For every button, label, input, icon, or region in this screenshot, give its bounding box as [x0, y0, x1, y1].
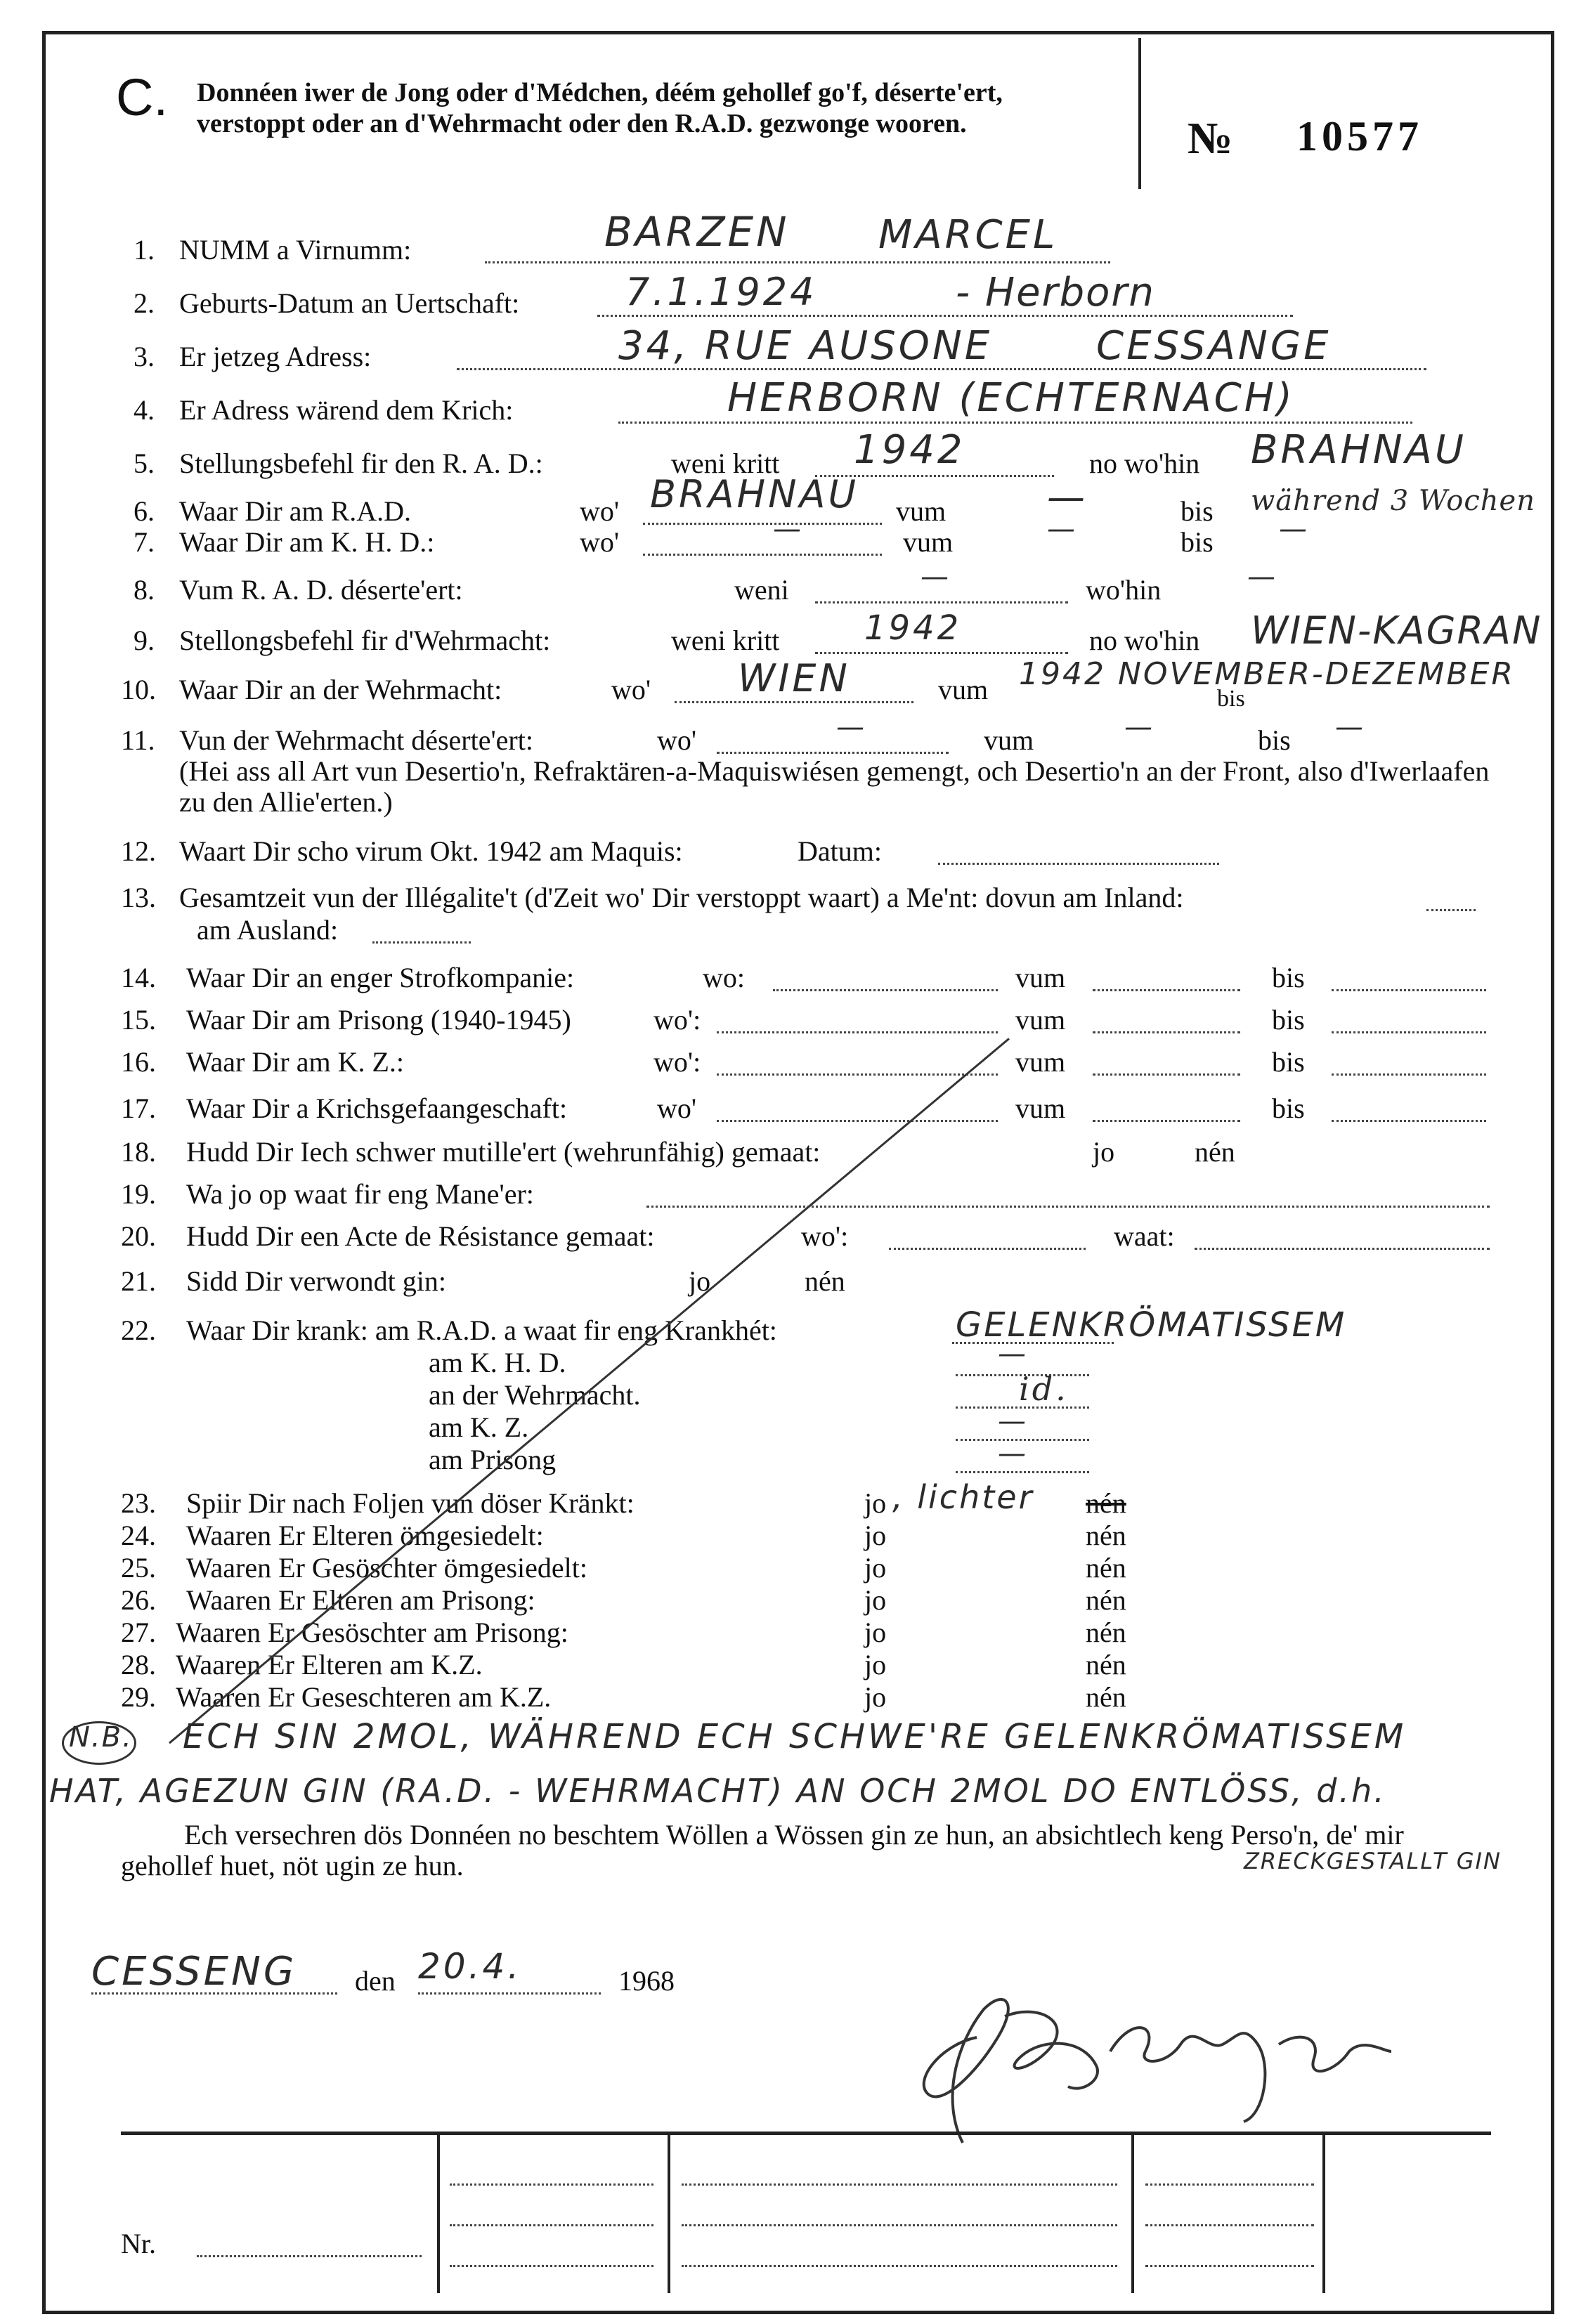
q29-jo: jo [864, 1681, 887, 1713]
q11-vum-value: — [1124, 711, 1155, 743]
date-den-label: den [355, 1965, 396, 1997]
q19-line [646, 1206, 1490, 1208]
q11-note: (Hei ass all Art vun Desertio'n, Refraktären-a-Maquiswiésen gemengt, och Desertio'n an der Front, also d'Iwerlaafen zu den Allie'erten.) [179, 755, 1490, 818]
q12-label: Waart Dir scho virum Okt. 1942 am Maquis: [179, 835, 683, 867]
q3-label: Er jetzeg Adress: [179, 341, 372, 372]
q8-weni-line [815, 601, 1068, 603]
q8-weni-value: — [921, 561, 951, 593]
q19-num: 19. [121, 1178, 156, 1210]
q8-wohin-label: wo'hin [1086, 574, 1162, 606]
q2-place: - Herborn [956, 270, 1155, 315]
q5-num: 5. [134, 448, 155, 479]
q16-label: Waar Dir am K. Z.: [186, 1046, 404, 1078]
q21-label: Sidd Dir verwondt gin: [186, 1265, 446, 1297]
q28-nen: nén [1086, 1649, 1126, 1680]
q10-vum-label: vum [938, 674, 989, 705]
nb-line1: ECH SIN 2MOL, WÄHREND ECH SCHWE'RE GELENKRÖMATISSEM [183, 1717, 1407, 1756]
q9-wohin-value: WIEN-KAGRAN [1251, 608, 1542, 653]
q22-pris-line [956, 1471, 1089, 1473]
q15-vum-label: vum [1015, 1004, 1066, 1036]
section-letter: C. [116, 68, 168, 126]
q24-label: Waaren Er Elteren ömgesiedelt: [186, 1520, 544, 1551]
q18-nen: nén [1195, 1136, 1235, 1168]
q18-label: Hudd Dir Iech schwer mutille'ert (wehrunfähig) gemaat: [186, 1136, 821, 1168]
q6-wo-label: wo' [580, 495, 620, 527]
q28-jo: jo [864, 1649, 887, 1680]
q5-weni-label: weni kritt [671, 448, 780, 479]
q6-num: 6. [134, 495, 155, 527]
q7-bis-label: bis [1180, 526, 1214, 558]
q20-wo-line [889, 1248, 1086, 1250]
q15-wo-label: wo': [653, 1004, 701, 1036]
q22-wehr-label: an der Wehrmacht. [429, 1379, 641, 1411]
q26-nen: nén [1086, 1584, 1126, 1616]
q14-wo-line [773, 989, 998, 991]
q27-label: Waaren Er Gesöschter am Prisong: [176, 1617, 568, 1648]
q14-bis-line [1332, 989, 1486, 991]
q27-jo: jo [864, 1617, 887, 1648]
q25-nen: nén [1086, 1552, 1126, 1584]
q5-wohin-label: no wo'hin [1089, 448, 1200, 479]
q10-label: Waar Dir an der Wehrmacht: [179, 674, 502, 705]
q13-ausland-label: am Ausland: [197, 914, 339, 946]
q14-label: Waar Dir an enger Strofkompanie: [186, 962, 575, 993]
q1-name: BARZEN [604, 208, 790, 256]
q24-num: 24. [121, 1520, 156, 1551]
q9-weni-line [815, 652, 1068, 654]
q23-nen: nén [1086, 1487, 1126, 1519]
q6-wo-line [643, 523, 882, 525]
q15-bis-line [1332, 1031, 1486, 1033]
q22-pris-label: am Prisong [429, 1444, 557, 1475]
date-value: 20.4. [418, 1946, 522, 1987]
q22-num: 22. [121, 1314, 156, 1346]
q10-num: 10. [121, 674, 156, 705]
q12-datum-label: Datum: [798, 835, 882, 867]
q11-label: Vun der Wehrmacht déserte'ert: [179, 724, 533, 756]
q4-address: HERBORN (ECHTERNACH) [727, 375, 1295, 421]
nb-prefix: N.B. [69, 1721, 133, 1754]
q15-num: 15. [121, 1004, 156, 1036]
q5-wohin-value: BRAHNAU [1251, 427, 1466, 473]
q18-jo: jo [1093, 1136, 1115, 1168]
signature [899, 1960, 1483, 2171]
q11-bis-label: bis [1258, 724, 1291, 756]
q27-nen: nén [1086, 1617, 1126, 1648]
q10-wo-value: WIEN [738, 656, 850, 700]
footer-box3-line3 [1145, 2265, 1314, 2267]
q16-bis-line [1332, 1073, 1486, 1076]
footer-divider-3 [1131, 2132, 1134, 2293]
q10-bis-label: bis [1217, 686, 1245, 712]
q14-num: 14. [121, 962, 156, 993]
q9-weni-value: 1942 [864, 608, 962, 648]
q15-label: Waar Dir am Prisong (1940-1945) [186, 1004, 571, 1036]
q6-bis-value: während 3 Wochen [1251, 485, 1535, 517]
q6-vum-label: vum [896, 495, 947, 527]
q22-kz-label: am K. Z. [429, 1411, 529, 1443]
q17-bis-line [1332, 1120, 1486, 1122]
q22-pris-value: — [998, 1437, 1029, 1470]
q15-vum-line [1093, 1031, 1240, 1033]
q16-vum-label: vum [1015, 1046, 1066, 1078]
q29-num: 29. [121, 1681, 156, 1713]
footer-box3-line1 [1145, 2183, 1314, 2186]
q26-label: Waaren Er Elteren am Prisong: [186, 1584, 535, 1616]
q22-khd-label: am K. H. D. [429, 1347, 566, 1378]
q6-bis-label: bis [1180, 495, 1214, 527]
q17-num: 17. [121, 1092, 156, 1124]
q6-wo-value: BRAHNAU [650, 472, 859, 516]
q2-label: Geburts-Datum an Uertschaft: [179, 287, 520, 319]
q11-bis-value: — [1335, 711, 1366, 743]
q10-wo-line [675, 701, 913, 703]
q26-num: 26. [121, 1584, 156, 1616]
q22-rad-value: GELENKRÖMATISSEM [956, 1305, 1347, 1345]
q1-firstname: MARCEL [878, 212, 1058, 258]
q27-num: 27. [121, 1617, 156, 1648]
q26-jo: jo [864, 1584, 887, 1616]
q7-label: Waar Dir am K. H. D.: [179, 526, 435, 558]
q20-wo-label: wo': [801, 1220, 849, 1252]
q16-bis-label: bis [1272, 1046, 1305, 1078]
q11-wo-label: wo' [657, 724, 697, 756]
q19-label: Wa jo op waat fir eng Mane'er: [186, 1178, 534, 1210]
q5-label: Stellungsbefehl fir den R. A. D.: [179, 448, 543, 479]
q8-label: Vum R. A. D. déserte'ert: [179, 574, 463, 606]
q25-num: 25. [121, 1552, 156, 1584]
q14-bis-label: bis [1272, 962, 1305, 993]
header-title: Donnéen iwer de Jong oder d'Médchen, déém gehollef go'f, déserte'ert, verstoppt oder an d'Wehrmacht oder den R.A.D. gezwonge wooren. [197, 78, 1003, 138]
q23-jo: jo [864, 1487, 887, 1519]
q11-num: 11. [121, 724, 155, 756]
footer-box1-line2 [450, 2224, 653, 2226]
q16-wo-line [717, 1073, 998, 1076]
header-divider [1138, 38, 1141, 189]
q9-weni-label: weni kritt [671, 625, 780, 656]
q4-label: Er Adress wärend dem Krich: [179, 394, 514, 426]
date-line [418, 1992, 601, 1995]
q12-line [938, 863, 1219, 865]
q10-wo-label: wo' [611, 674, 651, 705]
footer-divider-2 [668, 2132, 670, 2293]
q14-vum-line [1093, 989, 1240, 991]
q23-jo-value: , lichter [892, 1478, 1034, 1516]
q7-num: 7. [134, 526, 155, 558]
q1-line [485, 261, 1110, 263]
q29-label: Waaren Er Geseschteren am K.Z. [176, 1681, 552, 1713]
q17-vum-line [1093, 1120, 1240, 1122]
q4-line [618, 422, 1412, 424]
q2-num: 2. [134, 287, 155, 319]
footer-nr-label: Nr. [121, 2228, 156, 2259]
nb-line3: ZRECKGESTALLT GIN [1244, 1848, 1502, 1874]
q16-wo-label: wo': [653, 1046, 701, 1078]
q17-bis-label: bis [1272, 1092, 1305, 1124]
q16-vum-line [1093, 1073, 1240, 1076]
q8-num: 8. [134, 574, 155, 606]
q13-label: Gesamtzeit vun der Illégalite't (d'Zeit wo' Dir verstoppt waart) a Me'nt: dovun am Inland: [179, 882, 1184, 913]
q9-wohin-label: no wo'hin [1089, 625, 1200, 656]
q20-waat-line [1195, 1248, 1490, 1250]
footer-box1-line3 [450, 2265, 653, 2267]
q23-label: Spiir Dir nach Foljen vun döser Kränkt: [186, 1487, 635, 1519]
q18-num: 18. [121, 1136, 156, 1168]
q7-wo-label: wo' [580, 526, 620, 558]
footer-box2-line1 [682, 2183, 1117, 2186]
q20-label: Hudd Dir een Acte de Résistance gemaat: [186, 1220, 655, 1252]
date-year: 1968 [618, 1965, 675, 1997]
q1-num: 1. [134, 234, 155, 266]
q28-label: Waaren Er Elteren am K.Z. [176, 1649, 483, 1680]
footer-box2-line2 [682, 2224, 1117, 2226]
q23-num: 23. [121, 1487, 156, 1519]
footer-box3-line2 [1145, 2224, 1314, 2226]
q28-num: 28. [121, 1649, 156, 1680]
declaration: Ech versechren dös Donnéen no beschtem Wöllen a Wössen gin ze hun, an absichtlech keng Perso'n, de' mir gehollef huet, nöt ugin ze hun. [121, 1819, 1404, 1881]
q17-vum-label: vum [1015, 1092, 1066, 1124]
q3-street: 34, RUE AUSONE [618, 323, 993, 369]
q7-wo-value: — [773, 513, 804, 545]
q5-weni-value: 1942 [854, 427, 965, 473]
q8-weni-label: weni [734, 574, 789, 606]
q3-town: CESSANGE [1096, 323, 1332, 369]
q9-label: Stellongsbefehl fir d'Wehrmacht: [179, 625, 551, 656]
q13-inland-line [1426, 909, 1476, 911]
form-number: 10577 [1296, 113, 1423, 159]
q21-jo: jo [689, 1265, 711, 1297]
q25-jo: jo [864, 1552, 887, 1584]
q3-num: 3. [134, 341, 155, 372]
q11-wo-line [717, 752, 949, 754]
q4-num: 4. [134, 394, 155, 426]
q24-jo: jo [864, 1520, 887, 1551]
q7-bis-value: — [1279, 513, 1310, 545]
footer-box2-line3 [682, 2265, 1117, 2267]
footer-divider-4 [1322, 2132, 1325, 2293]
q2-line [597, 315, 1293, 317]
q21-nen: nén [805, 1265, 845, 1297]
q22-kz-value: — [998, 1405, 1029, 1437]
footer-box1-line1 [450, 2183, 653, 2186]
q20-num: 20. [121, 1220, 156, 1252]
nb-line2: HAT, AGEZUN GIN (RA.D. - WEHRMACHT) AN OCH 2MOL DO ENTLÖSS, d.h. [49, 1772, 1386, 1810]
q29-nen: nén [1086, 1681, 1126, 1713]
q11-vum-label: vum [984, 724, 1034, 756]
q21-num: 21. [121, 1265, 156, 1297]
footer-divider-1 [437, 2132, 440, 2293]
q15-bis-label: bis [1272, 1004, 1305, 1036]
place-value: CESSENG [91, 1949, 297, 1995]
q17-wo-label: wo' [657, 1092, 697, 1124]
q13-num: 13. [121, 882, 156, 913]
q17-label: Waar Dir a Krichsgefaangeschaft: [186, 1092, 568, 1124]
q2-date: 7.1.1924 [625, 270, 817, 314]
q17-wo-line [717, 1120, 998, 1122]
q6-label: Waar Dir am R.A.D. [179, 495, 412, 527]
q25-label: Waaren Er Gesöschter ömgesiedelt: [186, 1552, 587, 1584]
q7-vum-value: — [1047, 513, 1078, 545]
q14-wo-label: wo: [703, 962, 745, 993]
q7-wo-line [643, 554, 882, 556]
q22-wehr-value: id. [1019, 1370, 1069, 1408]
q10-vum-value: 1942 NOVEMBER-DEZEMBER [1019, 656, 1515, 692]
q12-num: 12. [121, 835, 156, 867]
footer-rule [121, 2132, 1491, 2135]
number-sign: № [1188, 113, 1233, 163]
footer-nr-line [197, 2255, 422, 2257]
q1-label: NUMM a Virnumm: [179, 234, 412, 266]
q8-wohin-value: — [1247, 561, 1278, 593]
q24-nen: nén [1086, 1520, 1126, 1551]
q14-vum-label: vum [1015, 962, 1066, 993]
q15-wo-line [717, 1031, 998, 1033]
q9-num: 9. [134, 625, 155, 656]
q6-vum-value: — [1047, 475, 1088, 519]
q16-num: 16. [121, 1046, 156, 1078]
q20-waat-label: waat: [1114, 1220, 1175, 1252]
place-line [91, 1992, 337, 1995]
q11-wo-value: — [836, 711, 867, 743]
q22-khd-value: — [998, 1338, 1029, 1370]
q7-vum-label: vum [903, 526, 954, 558]
q13-ausland-line [372, 941, 471, 944]
q22-label: Waar Dir krank: am R.A.D. a waat fir eng Krankhét: [186, 1314, 777, 1346]
